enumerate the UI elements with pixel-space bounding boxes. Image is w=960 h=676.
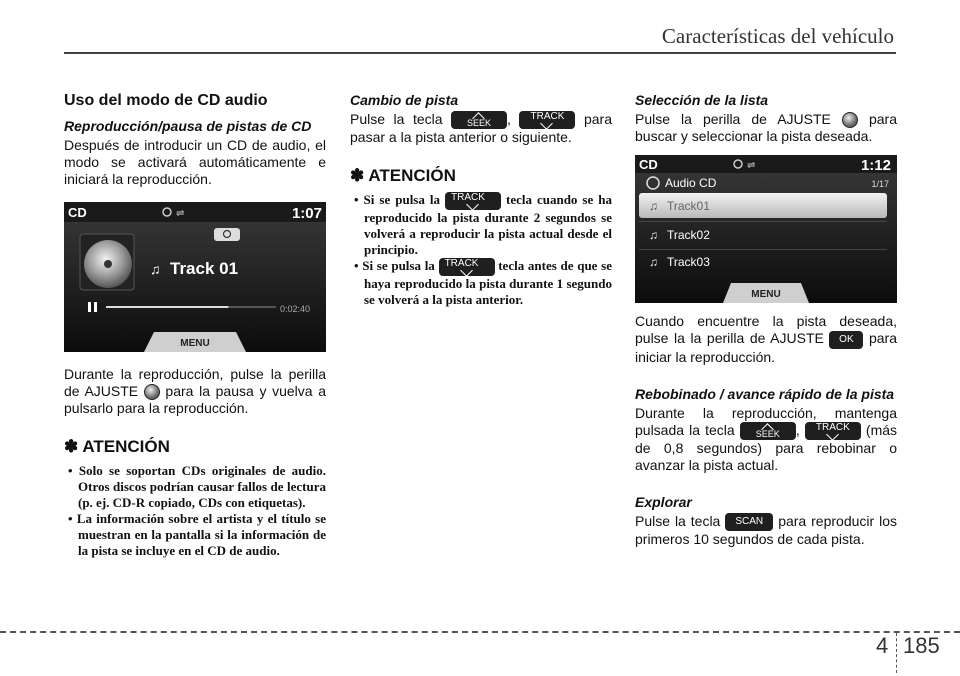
warning-list-1: [64, 463, 326, 559]
note-icon: ♫: [150, 261, 161, 277]
warning-item: • La información sobre el artista y el título se muestran en la pantalla si la información de la pista se incluye en el CD de audio.: [68, 511, 326, 559]
track-row-label: Track01: [667, 199, 710, 214]
warning-item: • Si se pulsa la TRACK tecla antes de que se haya reproducido la pista durante 1 segundo se volverá a la pista anterior.: [354, 258, 612, 308]
confirm-paragraph: [635, 313, 897, 365]
track-list-graphic: [635, 155, 897, 303]
list-select-subheading: Selección de la lista: [635, 92, 769, 108]
scan-key-icon: SCAN: [725, 513, 773, 531]
rewind-ff-subheading: Rebobinado / avance rápido de la pista: [635, 385, 895, 402]
track-change-subheading: Cambio de pista: [350, 92, 459, 108]
warning-list-2: [350, 192, 612, 308]
warning-item: • Si se pulsa la TRACK tecla cuando se ha reproducido la pista durante 2 segundos se volverá a reproducir la pista actual desde el principio.: [354, 192, 612, 258]
note-icon: ♫: [649, 228, 658, 243]
screen1-mode: CD: [68, 205, 87, 220]
rewind-part3: (más de 0,8 segundos) para rebobinar o avanzar la pista actual.: [635, 421, 898, 473]
chapter-number: 4: [876, 633, 889, 658]
page-number-separator: [896, 633, 898, 673]
screen2-mode: CD: [639, 157, 658, 173]
screen1-clock: 1:07: [291, 205, 322, 222]
rewind-ff-paragraph: [635, 405, 897, 474]
track-change-part3: para pasar a la pista anterior o siguiente.: [350, 111, 612, 146]
list-select-part2: para buscar y seleccionar la pista deseada.: [635, 111, 897, 145]
track-key-icon: TRACK: [805, 422, 861, 440]
track-key-icon: TRACK: [439, 258, 495, 276]
screen2-clock: 1:12: [860, 157, 891, 175]
track-change-part2: ,: [507, 111, 520, 127]
cd-playback-graphic: [64, 202, 326, 352]
cd-playback-screen: [64, 202, 326, 352]
note-icon: ♫: [649, 199, 658, 214]
track-change-paragraph: [350, 111, 612, 146]
footer-divider: [0, 631, 960, 633]
scan-part2: para reproducir los primeros 10 segundos de cada pista.: [635, 512, 897, 548]
note-icon: ♫: [649, 255, 658, 270]
header-divider: [64, 52, 896, 54]
confirm-part2: para iniciar la reproducción.: [635, 330, 897, 365]
list-select-paragraph: [635, 111, 897, 145]
page-number: 185: [903, 633, 940, 658]
cd-audio-heading: Uso del modo de CD audio: [64, 92, 268, 109]
pause-paragraph-part1: Durante la reproducción, pulse la perilla de AJUSTE: [64, 366, 326, 399]
section-title: Características del vehículo: [661, 24, 894, 48]
warning-item: • Solo se soportan CDs originales de audio. Otros discos podrían causar fallos de lectura (p. ej. CD-R copiado, CDs con etiquetas).: [68, 463, 326, 511]
screen2-menu-label: MENU: [751, 289, 781, 301]
track-row-label[interactable]: Track03: [667, 255, 710, 270]
column-2: [350, 92, 612, 308]
screen2-source: Audio CD: [665, 176, 717, 191]
rewind-part1: Durante la reproducción, mantenga pulsada la tecla: [635, 404, 897, 438]
adjust-knob-icon: [842, 112, 858, 128]
pause-paragraph: [64, 366, 326, 417]
track-list-screen: [635, 155, 897, 303]
seek-key-icon: SEEK: [740, 422, 796, 440]
track-key-icon: TRACK: [519, 111, 575, 129]
track-row-label[interactable]: Track02: [667, 228, 710, 243]
column-1: [64, 92, 326, 559]
warning-title-1: ✽ ATENCIÓN: [64, 437, 170, 457]
screen1-elapsed: 0:02:40: [279, 304, 310, 314]
list-select-part1: Pulse la perilla de AJUSTE: [635, 111, 842, 127]
confirm-part1: Cuando encuentre la pista deseada, pulse la la perilla de AJUSTE: [635, 313, 897, 347]
rewind-part2: ,: [795, 421, 805, 438]
screen1-menu-label: MENU: [180, 338, 210, 349]
scan-paragraph: [635, 513, 897, 548]
screen1-track-title: Track 01: [170, 259, 239, 278]
pause-paragraph-part2: para la pausa y vuelva a pulsarlo para la reproducción.: [64, 383, 326, 417]
track-change-part1: Pulse la tecla: [350, 111, 452, 127]
progress-fill: [106, 306, 228, 308]
column-3: [635, 92, 897, 548]
ok-key-icon: OK: [829, 331, 863, 349]
pause-icon: [88, 302, 91, 312]
usb-icon: ⇌: [747, 160, 756, 172]
adjust-knob-icon: [144, 384, 160, 400]
track-key-icon: TRACK: [445, 192, 501, 210]
scan-part1: Pulse la tecla: [635, 512, 726, 529]
play-pause-subheading: Reproducción/pausa de pistas de CD: [64, 118, 312, 134]
seek-key-icon: SEEK: [451, 111, 507, 129]
insert-cd-paragraph: Después de introducir un CD de audio, el modo se activará automáticamente e iniciará la reproducción.: [64, 137, 326, 187]
scan-subheading: Explorar: [635, 493, 692, 510]
screen2-counter: 1/17: [871, 179, 889, 190]
usb-icon: ⇌: [176, 208, 185, 219]
warning-title-2: ✽ ATENCIÓN: [350, 166, 456, 186]
